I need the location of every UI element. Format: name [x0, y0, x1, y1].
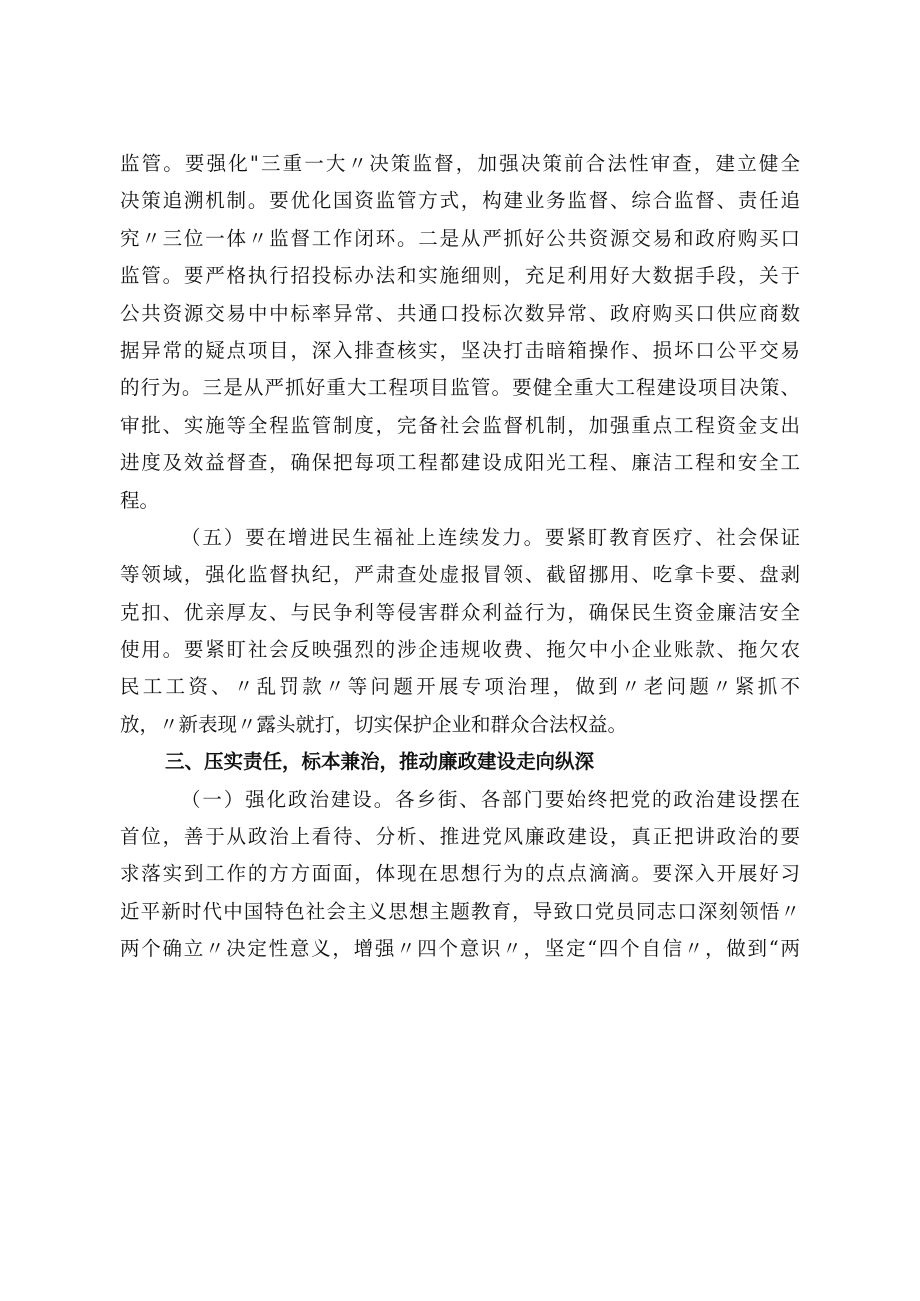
text-line: 据异常的疑点项目，深入排查核实，坚决打击暗箱操作、损坏口公平交易: [120, 338, 800, 362]
text-line: 等领域，强化监督执纪，严肃查处虚报冒领、截留挪用、吃拿卡要、盘剥: [120, 563, 800, 587]
text-line: 使用。要紧盯社会反映强烈的涉企违规收费、拖欠中小企业账款、拖欠农: [120, 638, 800, 662]
section-heading: [120, 743, 800, 780]
text-line: 近平新时代中国特色社会主义思想主题教育，导致口党员同志口深刻领悟〃: [120, 899, 800, 923]
text-line: 放，〃新表现〃露头就打，切实保护企业和群众合法权益。: [120, 712, 628, 736]
document-body: [120, 145, 800, 968]
text-line: 监管。要严格执行招投标办法和实施细则，充足利用好大数据手段，关于: [120, 264, 800, 288]
text-line: 究〃三位一体〃监督工作闭环。二是从严抓好公共资源交易和政府购买口: [120, 226, 800, 250]
text-line: （五）要在增进民生福祉上连续发力。要紧盯教育医疗、社会保证: [181, 525, 800, 549]
text-line: 求落实到工作的方方面面，体现在思想行为的点点滴滴。要深入开展好习: [120, 862, 800, 886]
text-line: 公共资源交易中中标率异常、共通口投标次数异常、政府购买口供应商数: [120, 301, 800, 325]
text-line: 监管。要强化"三重一大〃决策监督，加强决策前合法性审查，建立健全: [120, 152, 800, 175]
text-line: 克扣、优亲厚友、与民争利等侵害群众利益行为，确保民生资金廉洁安全: [120, 600, 800, 624]
text-line: 程。: [120, 488, 160, 512]
text-line: 审批、实施等全程监管制度，完备社会监督机制，加强重点工程资金支出: [120, 413, 800, 437]
text-line: 决策追溯机制。要优化国资监管方式，构建业务监督、综合监督、责任追: [120, 189, 800, 213]
text-line: （一）强化政治建设。各乡街、各部门要始终把党的政治建设摆在: [181, 787, 800, 811]
text-line: 首位，善于从政治上看待、分析、推进党风廉政建设，真正把讲政治的要: [120, 825, 800, 849]
text-line: 民工工资、〃乱罚款〃等问题开展专项治理，做到〃老问题〃紧抓不: [120, 675, 800, 699]
text-line: 两个确立〃决定性意义，增强〃四个意识〃，坚定“四个自信〃，做到“两: [120, 937, 800, 961]
text-line: 进度及效益督查，确保把每项工程都建设成阳光工程、廉洁工程和安全工: [120, 451, 800, 475]
paragraph: [120, 781, 800, 968]
text-line: 的行为。三是从严抓好重大工程项目监管。要健全重大工程建设项目决策、: [120, 376, 800, 400]
paragraph: [120, 519, 800, 743]
heading-text: 三、压实责任，标本兼治，推动廉政建设走向纵深: [165, 750, 595, 774]
paragraph: [120, 145, 800, 519]
